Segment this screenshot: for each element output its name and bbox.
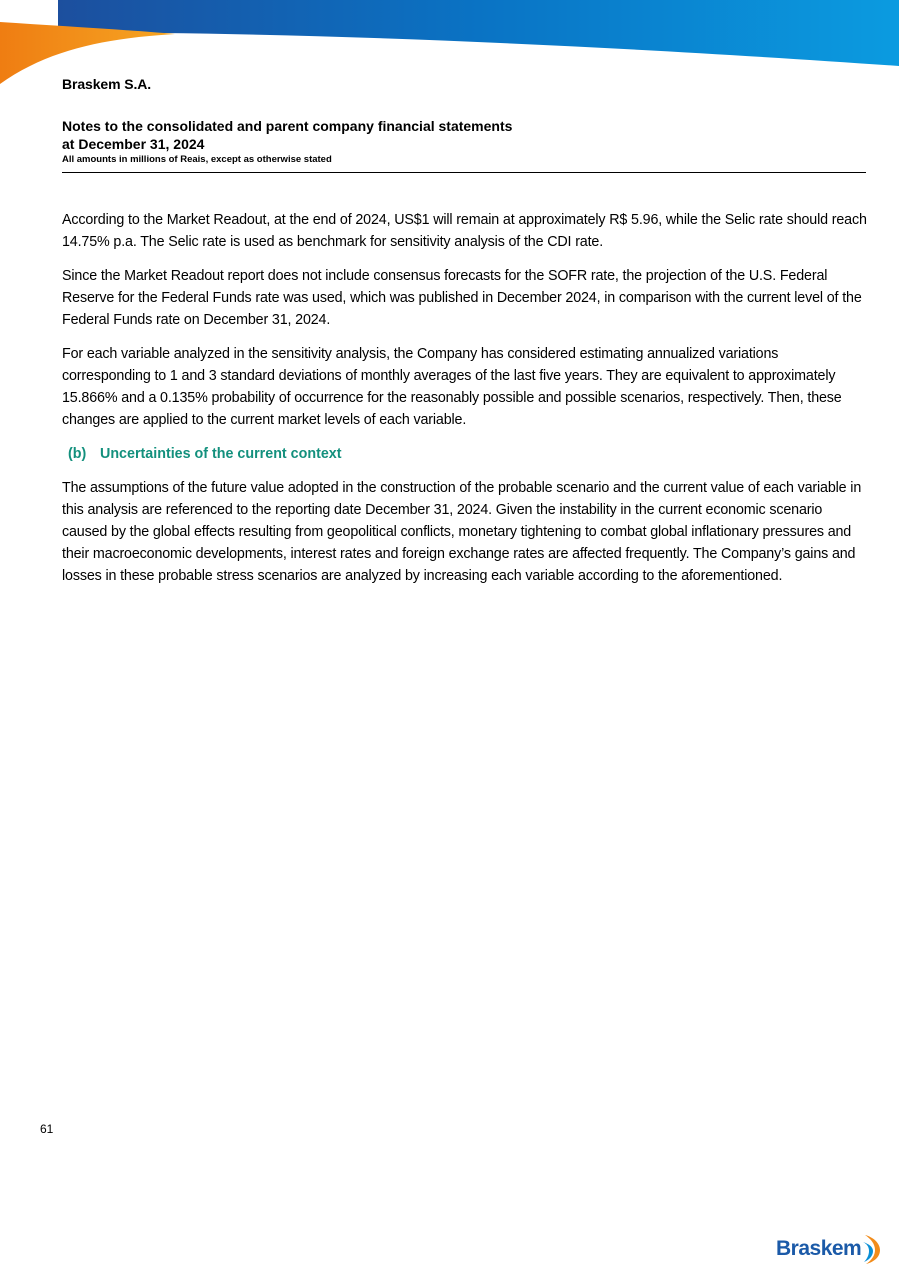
title-line-2: at December 31, 2024: [62, 136, 205, 152]
document-body: [62, 209, 868, 599]
paragraph-uncertainties: The assumptions of the future value adopted in the construction of the probable scenario and the current value of each variable in this analysis are referenced to the reporting date December 31, 2024. Given the instability in the current economic scenario caused by the global effects resulting from geopolitical conflicts, monetary tightening to combat global inflationary pressures and their macroeconomic developments, interest rates and foreign exchange rates are affected frequently. The Company’s gains and losses in these probable stress scenarios are analyzed by increasing each variable according to the aforementioned.: [62, 480, 862, 584]
section-title: Uncertainties of the current context: [100, 446, 342, 462]
section-label: (b): [68, 446, 87, 462]
page-number: 61: [40, 1122, 54, 1136]
title-line-1: Notes to the consolidated and parent company financial statements: [62, 118, 513, 134]
paragraph-sofr: Since the Market Readout report does not include consensus forecasts for the SOFR rate, the projection of the U.S. Federal Reserve for the Federal Funds rate was used, which was published in December 2024, in comparison with the current level of the Federal Funds rate on December 31, 2024.: [62, 268, 862, 328]
document-title: [62, 117, 866, 153]
company-name: Braskem S.A.: [62, 76, 152, 92]
paragraph-variations: For each variable analyzed in the sensitivity analysis, the Company has considered estimating annualized variations corresponding to 1 and 3 standard deviations of monthly averages of the last five years. They are equivalent to approximately 15.866% and a 0.135% probability of occurrence for the reasonably possible and possible scenarios, respectively. Then, these changes are applied to the current market levels of each variable.: [62, 346, 842, 428]
header-divider: [62, 172, 866, 173]
braskem-logo: [776, 1234, 883, 1264]
logo-text: Braskem: [776, 1237, 862, 1260]
section-heading: [68, 443, 868, 465]
paragraph-market-readout: According to the Market Readout, at the end of 2024, US$1 will remain at approximately R$ 5.96, while the Selic rate should reach 14.75% p.a. The Selic rate is used as benchmark for sensitivity analysis of the CDI rate.: [62, 212, 867, 250]
amounts-note: All amounts in millions of Reais, except as otherwise stated: [62, 154, 332, 165]
logo-chevron-icon: [861, 1234, 883, 1264]
document-header: [62, 76, 866, 165]
